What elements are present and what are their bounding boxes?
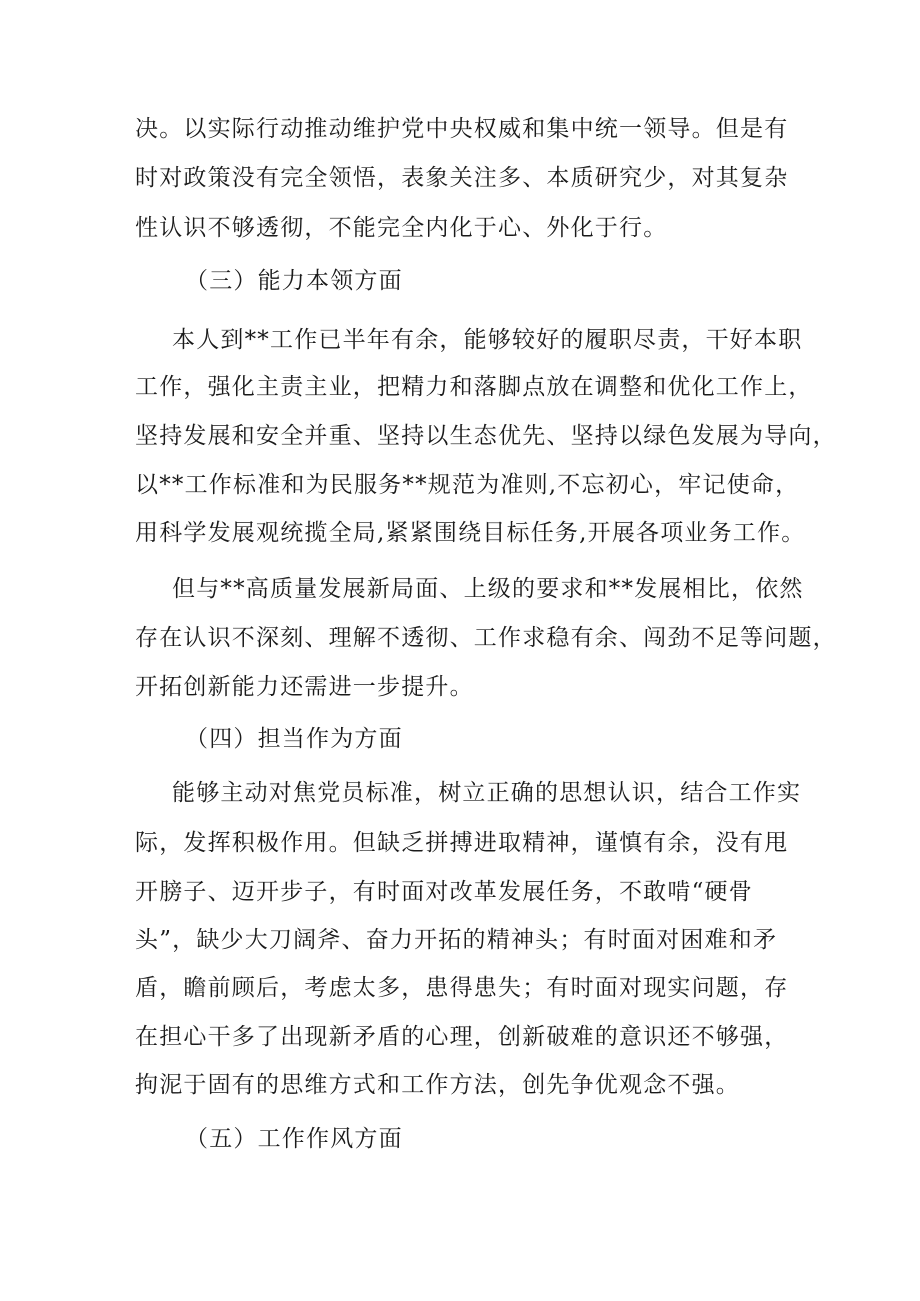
text-line: 工作，强化主责主业，把精力和落脚点放在调整和优化工作上， bbox=[135, 374, 813, 400]
text-line: 性认识不够透彻，不能完全内化于心、外化于行。 bbox=[135, 215, 668, 241]
text-line: 以**工作标准和为民服务**规范为准则,不忘初心，牢记使命， bbox=[135, 472, 800, 498]
text-line: 坚持发展和安全并重、坚持以生态优先、坚持以绿色发展为导向， bbox=[135, 423, 837, 449]
text-line: 盾，瞻前顾后，考虑太多，患得患失；有时面对现实问题，存 bbox=[135, 975, 789, 1001]
section-heading-ability: （三）能力本领方面 bbox=[185, 268, 403, 294]
text-line: 开拓创新能力还需进一步提升。 bbox=[135, 674, 474, 700]
text-line: 本人到**工作已半年有余，能够较好的履职尽责，干好本职 bbox=[172, 327, 803, 353]
section-heading-work-style: （五）工作作风方面 bbox=[185, 1126, 403, 1152]
text-line: 时对政策没有完全领悟，表象关注多、本质研究少，对其复杂 bbox=[135, 165, 789, 191]
text-line: 在担心干多了出现新矛盾的心理，创新破难的意识还不够强， bbox=[135, 1024, 789, 1050]
text-line: 能够主动对焦党员标准，树立正确的思想认识，结合工作实 bbox=[172, 780, 802, 806]
text-line: 决。以实际行动推动维护党中央权威和集中统一领导。但是有 bbox=[135, 116, 789, 142]
text-line: 头”，缺少大刀阔斧、奋力开拓的精神头；有时面对困难和矛 bbox=[135, 927, 778, 953]
section-heading-responsibility: （四）担当作为方面 bbox=[185, 726, 403, 752]
text-line: 但与**高质量发展新局面、上级的要求和**发展相比，依然 bbox=[172, 576, 804, 602]
text-line: 存在认识不深刻、理解不透彻、工作求稳有余、闯劲不足等问题， bbox=[135, 625, 837, 651]
text-line: 开膀子、迈开步子，有时面对改革发展任务，不敢啃“硬骨 bbox=[135, 879, 753, 905]
text-line: 拘泥于固有的思维方式和工作方法，创先争优观念不强。 bbox=[135, 1072, 740, 1098]
text-line: 际，发挥积极作用。但缺乏拼搏进取精神，谨慎有余，没有甩 bbox=[135, 830, 789, 856]
text-line: 用科学发展观统揽全局,紧紧围绕目标任务,开展各项业务工作。 bbox=[135, 520, 806, 546]
